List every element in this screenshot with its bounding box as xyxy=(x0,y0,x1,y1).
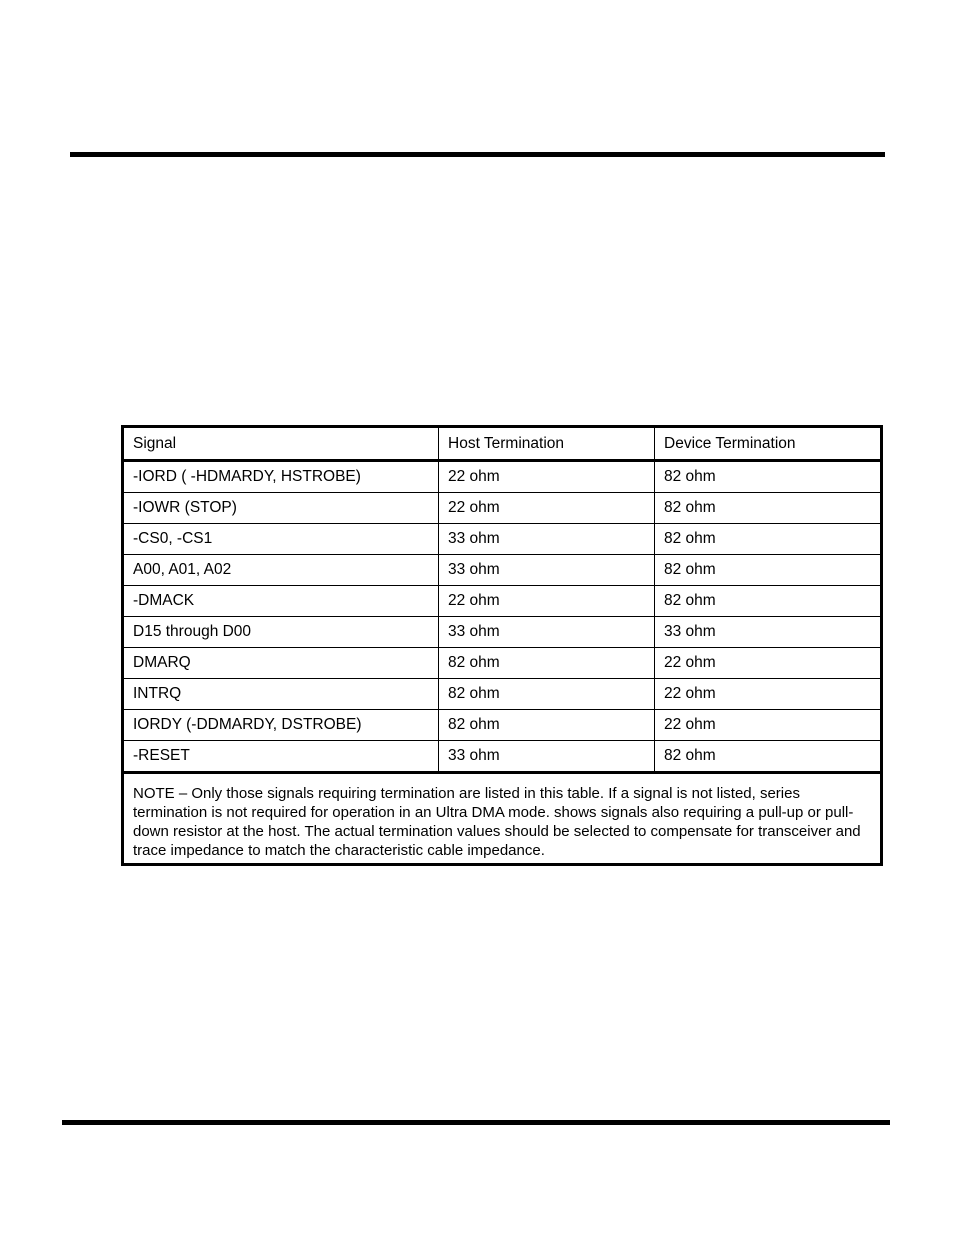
signal-cell: IORDY (-DDMARDY, DSTROBE) xyxy=(123,710,439,741)
device-termination-cell: 82 ohm xyxy=(655,555,882,586)
host-termination-cell: 22 ohm xyxy=(439,461,655,493)
table-row xyxy=(123,586,882,617)
device-termination-cell: 82 ohm xyxy=(655,461,882,493)
signal-cell: -IORD ( -HDMARDY, HSTROBE) xyxy=(123,461,439,493)
host-termination-cell: 33 ohm xyxy=(439,741,655,773)
header-host-termination: Host Termination xyxy=(439,427,655,461)
device-termination-cell: 82 ohm xyxy=(655,586,882,617)
device-termination-cell: 22 ohm xyxy=(655,679,882,710)
host-termination-cell: 82 ohm xyxy=(439,648,655,679)
table-row xyxy=(123,741,882,773)
device-termination-cell: 82 ohm xyxy=(655,493,882,524)
header-device-termination: Device Termination xyxy=(655,427,882,461)
table-row xyxy=(123,710,882,741)
termination-table xyxy=(121,425,883,866)
table-row xyxy=(123,493,882,524)
table-note-row xyxy=(123,773,882,865)
table-row xyxy=(123,648,882,679)
header-signal: Signal xyxy=(123,427,439,461)
host-termination-cell: 82 ohm xyxy=(439,710,655,741)
table-row xyxy=(123,617,882,648)
table-header-row xyxy=(123,427,882,461)
device-termination-cell: 22 ohm xyxy=(655,648,882,679)
host-termination-cell: 22 ohm xyxy=(439,586,655,617)
signal-cell: DMARQ xyxy=(123,648,439,679)
bottom-horizontal-rule xyxy=(62,1120,890,1125)
host-termination-cell: 33 ohm xyxy=(439,617,655,648)
host-termination-cell: 33 ohm xyxy=(439,555,655,586)
signal-cell: INTRQ xyxy=(123,679,439,710)
signal-cell: -IOWR (STOP) xyxy=(123,493,439,524)
table-row xyxy=(123,555,882,586)
table-row xyxy=(123,679,882,710)
signal-cell: A00, A01, A02 xyxy=(123,555,439,586)
device-termination-cell: 33 ohm xyxy=(655,617,882,648)
host-termination-cell: 33 ohm xyxy=(439,524,655,555)
signal-cell: D15 through D00 xyxy=(123,617,439,648)
device-termination-cell: 82 ohm xyxy=(655,524,882,555)
device-termination-cell: 22 ohm xyxy=(655,710,882,741)
signal-cell: -RESET xyxy=(123,741,439,773)
signal-cell: -DMACK xyxy=(123,586,439,617)
device-termination-cell: 82 ohm xyxy=(655,741,882,773)
signal-cell: -CS0, -CS1 xyxy=(123,524,439,555)
host-termination-cell: 22 ohm xyxy=(439,493,655,524)
host-termination-cell: 82 ohm xyxy=(439,679,655,710)
table-row xyxy=(123,524,882,555)
top-horizontal-rule xyxy=(70,152,885,157)
table-note: NOTE – Only those signals requiring termination are listed in this table. If a signal is not listed, series termination is not required for operation in an Ultra DMA mode. shows signals also requiring a pull-up or pull-down resistor at the host. The actual termination values should be selected to compensate for transceiver and trace impedance to match the characteristic cable impedance. xyxy=(123,773,882,865)
table-row xyxy=(123,461,882,493)
